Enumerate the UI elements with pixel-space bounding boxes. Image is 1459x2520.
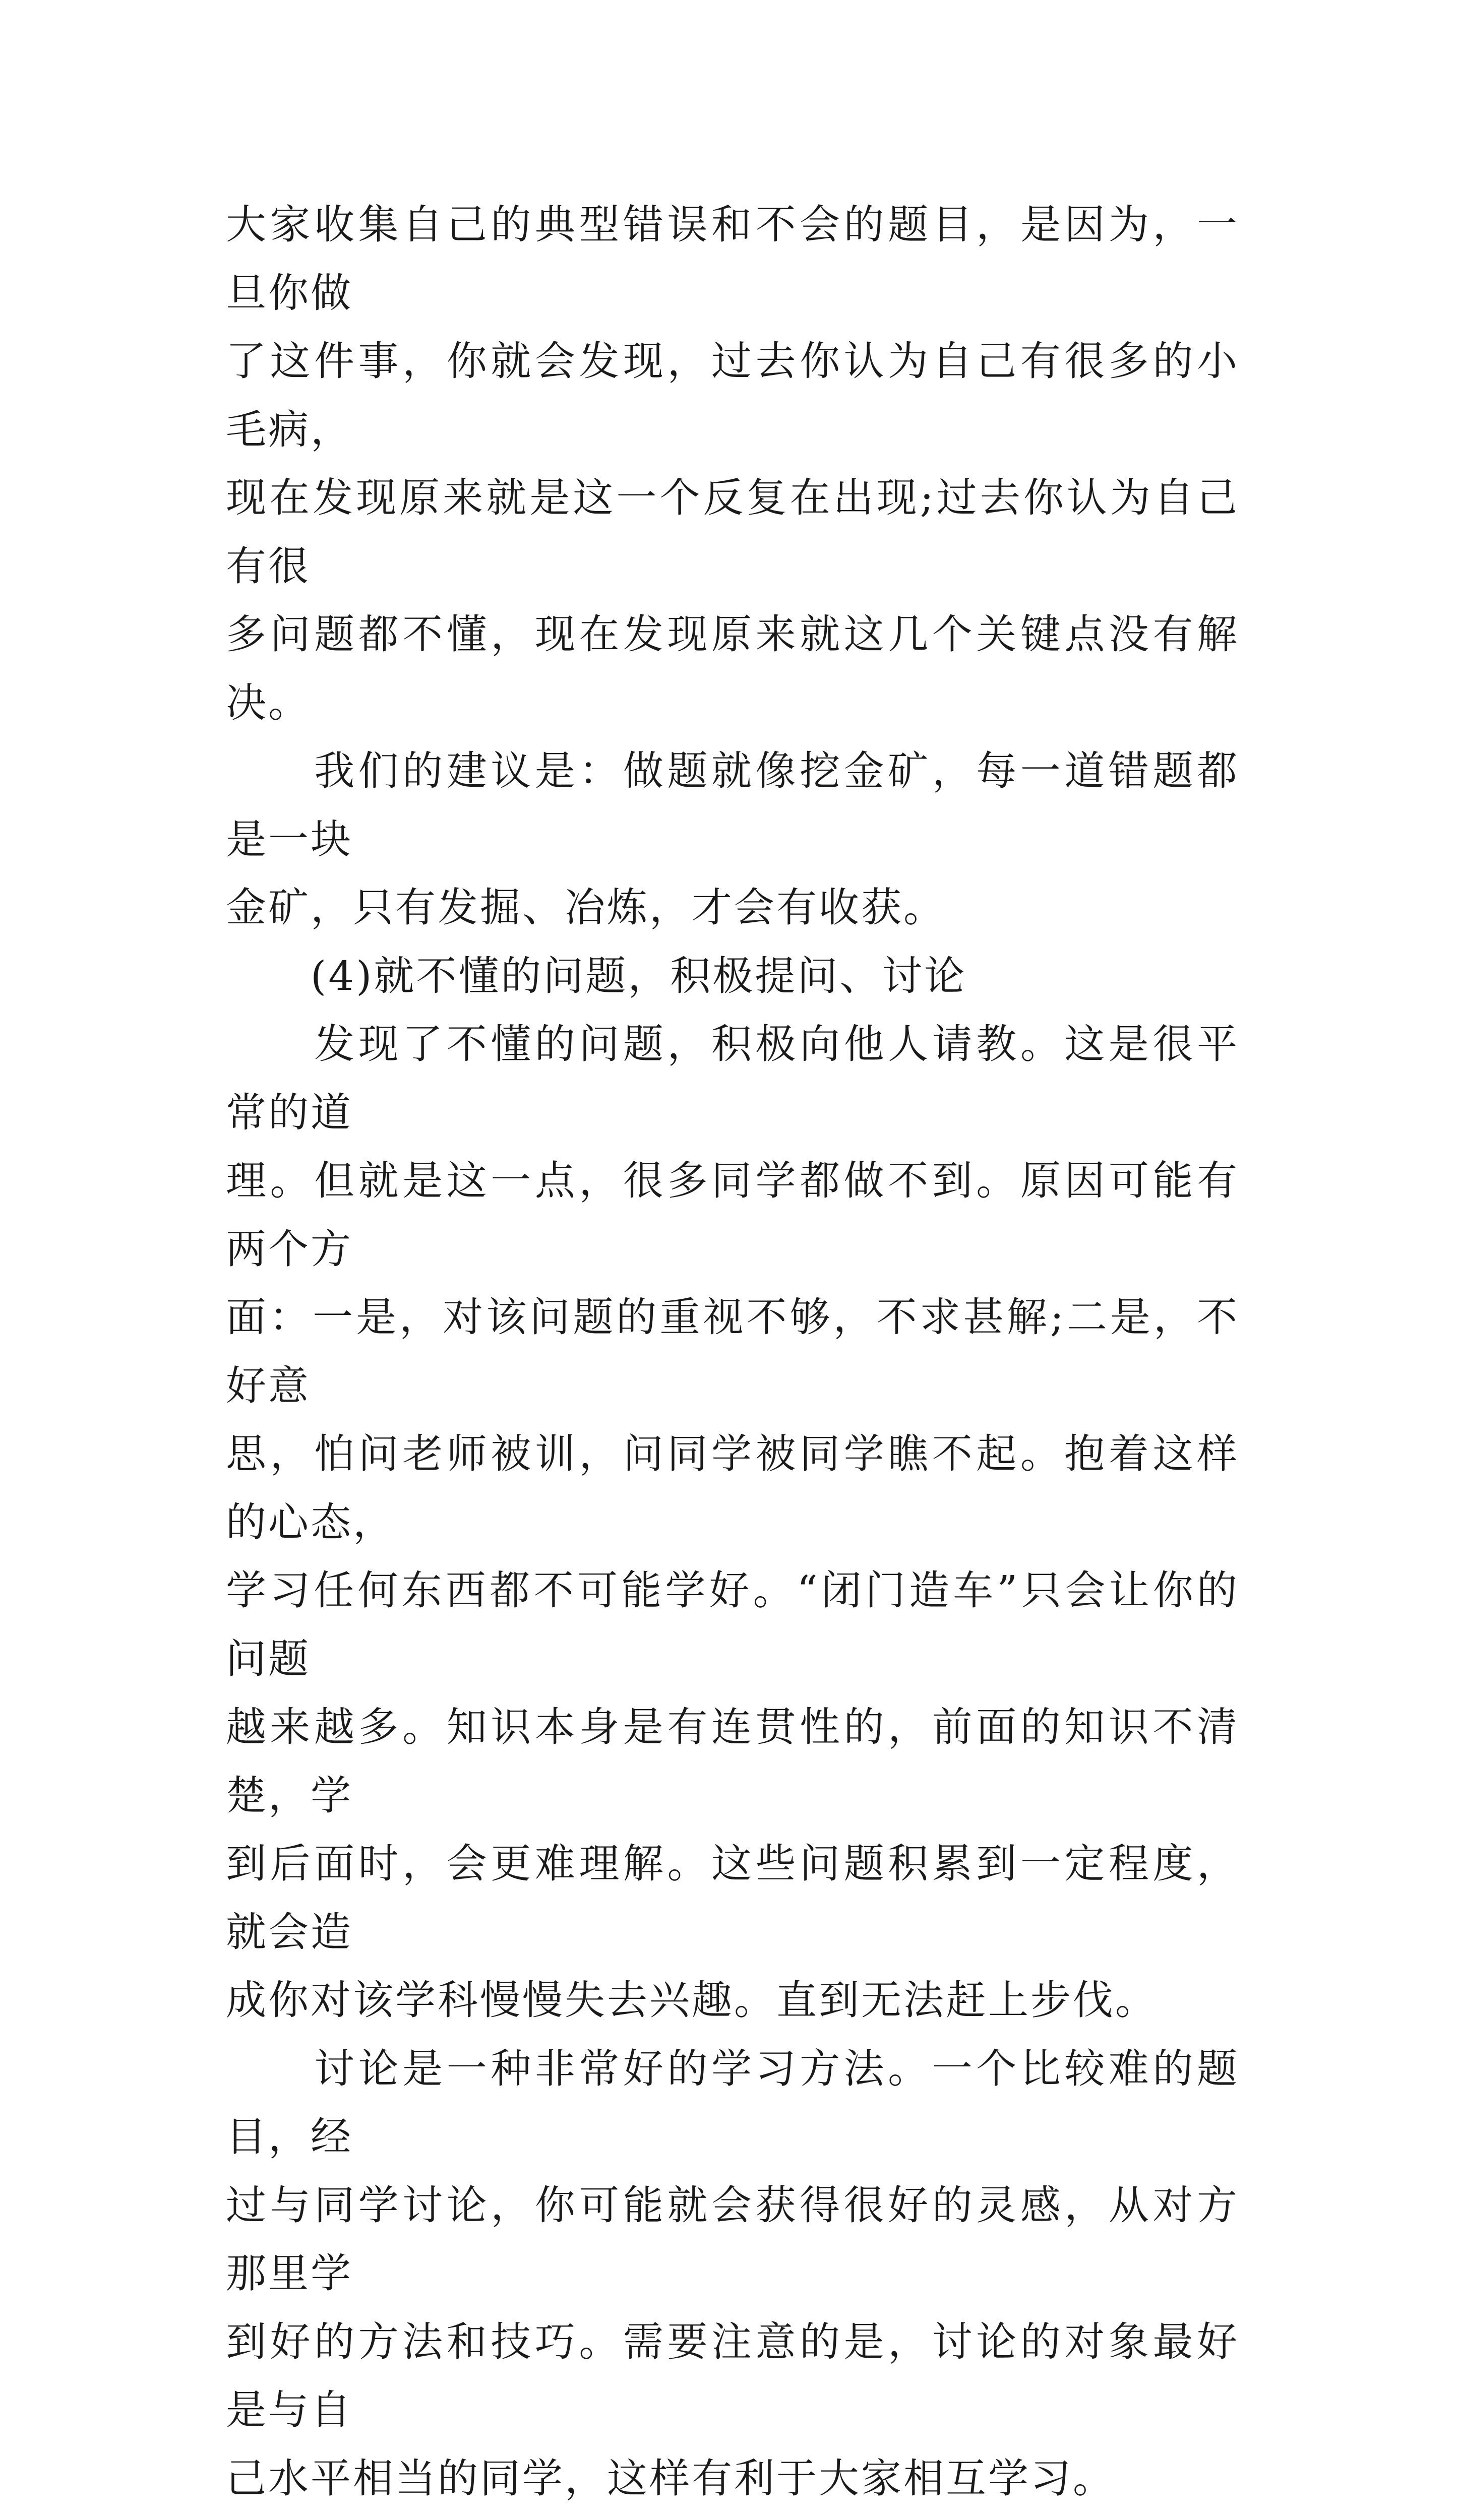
section-heading: (4)就不懂的问题，积极提问、讨论 — [226, 952, 967, 999]
text-line: 发现了不懂的问题，积极向他人请教。这是很平常的道 — [226, 1021, 1239, 1136]
text-line: 讨论是一种非常好的学习方法。一个比较难的题目，经 — [226, 2045, 1239, 2160]
document-body — [226, 191, 1239, 2520]
text-line: 到后面时，会更难理解。这些问题积累到一定程度，就会造 — [226, 1840, 1239, 1956]
text-line: 大家收集自己的典型错误和不会的题目，是因为，一旦你做 — [226, 201, 1239, 317]
text-line: 了这件事，你就会发现，过去你认为自己有很多的小毛病， — [226, 338, 1239, 453]
text-line: 我们的建议是：做题就像挖金矿，每一道错题都是一块 — [226, 747, 1239, 863]
text-line — [226, 2512, 1239, 2520]
text-line: 学习任何东西都不可能学好。“闭门造车”只会让你的问题 — [226, 1567, 1239, 1682]
text-line: 金矿，只有发掘、冶炼，才会有收获。 — [226, 884, 946, 931]
text-line: 越来越多。知识本身是有连贯性的，前面的知识不清楚，学 — [226, 1704, 1239, 1819]
text-line: 成你对该学科慢慢失去兴趣。直到无法赶上步伐。 — [226, 1977, 1158, 2024]
text-line: 到好的方法和技巧。需要注意的是，讨论的对象最好是与自 — [226, 2318, 1239, 2433]
text-line: 过与同学讨论，你可能就会获得很好的灵感，从对方那里学 — [226, 2181, 1239, 2297]
text-line: 面：一是，对该问题的重视不够，不求甚解;二是，不好意 — [226, 1294, 1239, 1409]
text-line: 理。但就是这一点，很多同学都做不到。原因可能有两个方 — [226, 1157, 1239, 1273]
text-line: 多问题都不懂，现在发现原来就这几个关键点没有解决。 — [226, 611, 1239, 726]
text-line: 思，怕问老师被训，问同学被同学瞧不起。抱着这样的心态， — [226, 1430, 1239, 1546]
text-line: 己水平相当的同学，这样有利于大家相互学习。 — [226, 2454, 1115, 2502]
text-line: 现在发现原来就是这一个反复在出现;过去你认为自己有很 — [226, 474, 1239, 590]
